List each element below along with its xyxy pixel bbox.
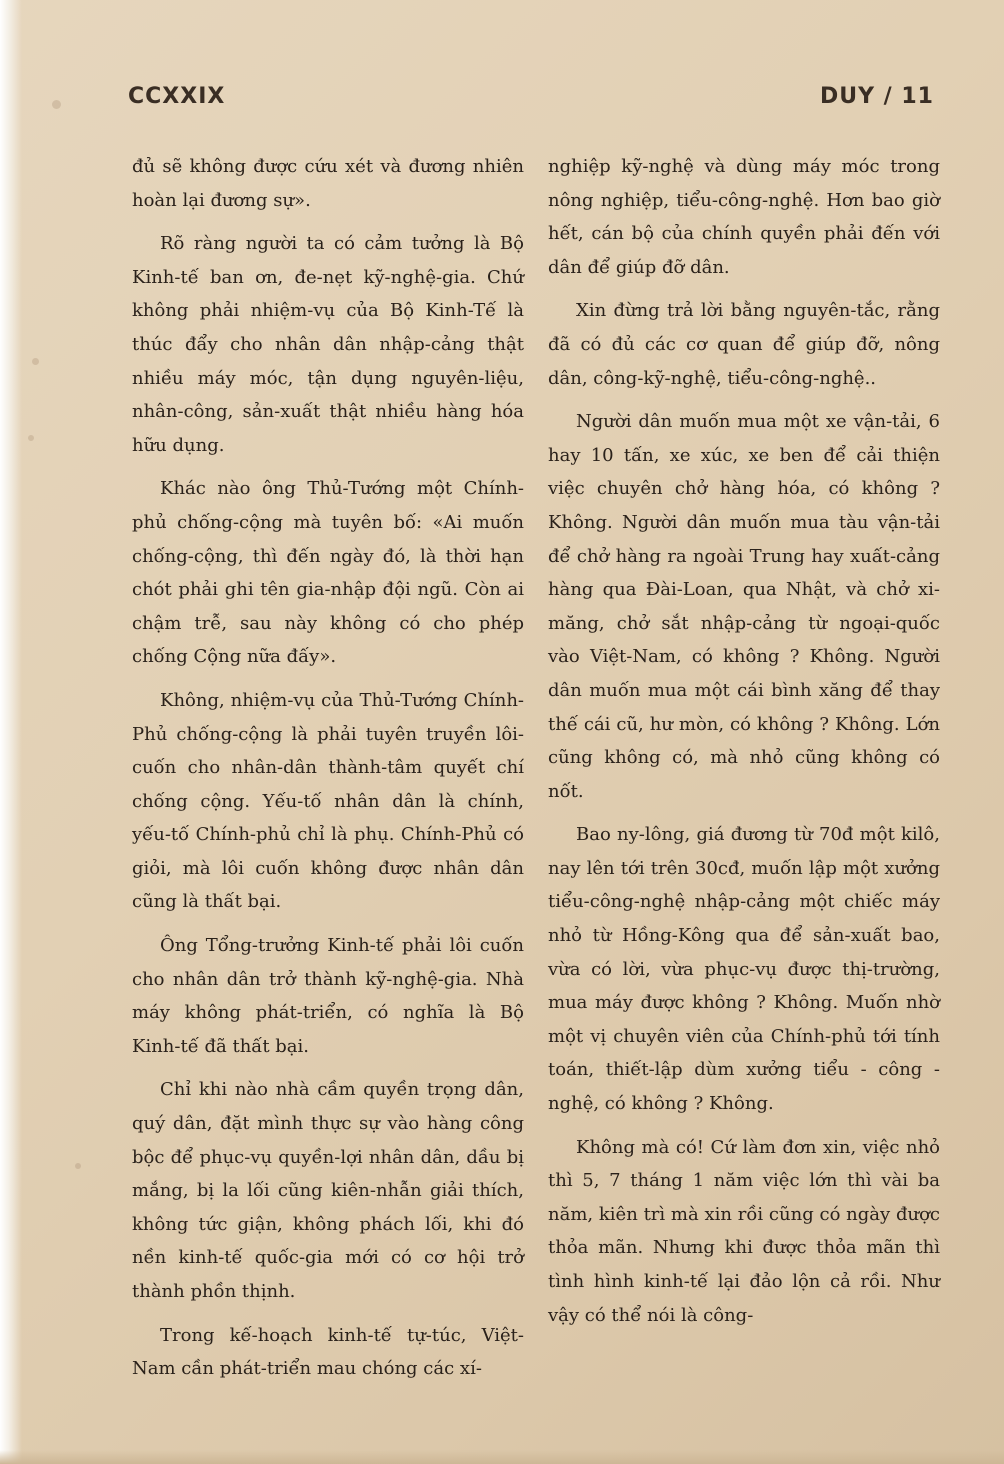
paragraph: Không mà có! Cứ làm đơn xin, việc nhỏ thì 5, 7 tháng 1 năm việc lớn thì vài ba năm, kiên trì mà xin rồi cũng có ngày được thỏa mãn. Nhưng khi được thỏa mãn thì tình hình kinh-tế lại đảo lộn cả rồi. Như vậy có thể nói là công- (548, 1136, 940, 1326)
running-header-left: CCXXIX (128, 84, 226, 109)
paragraph: nghiệp kỹ-nghệ và dùng máy móc trong nông nghiệp, tiểu-công-nghệ. Hơn bao giờ hết, cán bộ của chính quyền phải đến với dân để giúp đỡ dân. (548, 156, 940, 278)
page-edge-left (0, 0, 22, 1464)
paragraph: Không, nhiệm-vụ của Thủ-Tướng Chính-Phủ chống-cộng là phải tuyên truyền lôi-cuốn cho nhân-dân thành-tâm quyết chí chống cộng. Yếu-tố nhân dân là chính, yếu-tố Chính-phủ chỉ là phụ. Chính-Phủ có giỏi, mà lôi cuốn không được nhân dân cũng là thất bại. (132, 689, 524, 913)
paragraph: Khác nào ông Thủ-Tướng một Chính-phủ chống-cộng mà tuyên bố: «Ai muốn chống-cộng, thì đến ngày đó, là thời hạn chót phải ghi tên gia-nhập đội ngũ. Còn ai chậm trễ, sau này không có cho phép chống Cộng nữa đấy». (132, 478, 524, 668)
ink-spot (75, 1163, 81, 1169)
right-column (548, 150, 940, 1342)
paragraph: đủ sẽ không được cứu xét và đương nhiên hoàn lại đương sự». (132, 156, 524, 211)
paragraph: Xin đừng trả lời bằng nguyên-tắc, rằng đã có đủ các cơ quan để giúp đỡ, nông dân, công-kỹ-nghệ, tiểu-công-nghệ.. (548, 300, 940, 389)
page-edge-bottom (0, 1450, 1004, 1464)
paragraph: Ông Tổng-trưởng Kinh-tế phải lôi cuốn cho nhân dân trở thành kỹ-nghệ-gia. Nhà máy không phát-triển, có nghĩa là Bộ Kinh-tế đã thất bại. (132, 935, 524, 1057)
paragraph: Người dân muốn mua một xe vận-tải, 6 hay 10 tấn, xe xúc, xe ben để cải thiện việc chuyên chở hàng hóa, có không ? Không. Người dân muốn mua tàu vận-tải để chở hàng ra ngoài Trung hay xuất-cảng hàng qua Đài-Loan, qua Nhật, và chở xi-măng, chở sắt nhập-cảng từ ngoại-quốc vào Việt-Nam, có không ? Không. Người dân muốn mua một cái bình xăng để thay thế cái cũ, hư mòn, có không ? Không. Lớn cũng không có, mà nhỏ cũng không có nốt. (548, 411, 940, 802)
ink-spot (32, 358, 39, 365)
running-header-right: DUY / 11 (819, 84, 934, 109)
paragraph: Trong kế-hoạch kinh-tế tự-túc, Việt-Nam cần phát-triển mau chóng các xí- (132, 1324, 524, 1380)
paragraph: Chỉ khi nào nhà cầm quyền trọng dân, quý dân, đặt mình thực sự vào hàng công bộc để phục-vụ quyền-lợi nhân dân, dầu bị mắng, bị la lối cũng kiên-nhẫn giải thích, không tức giận, không phách lối, khi đó nền kinh-tế quốc-gia mới có cơ hội trở thành phồn thịnh. (132, 1079, 524, 1302)
paragraph: Rõ ràng người ta có cảm tưởng là Bộ Kinh-tế ban ơn, đe-nẹt kỹ-nghệ-gia. Chứ không phải nhiệm-vụ của Bộ Kinh-Tế là thúc đẩy cho nhân dân nhập-cảng thật nhiều máy móc, tận dụng nguyên-liệu, nhân-công, sản-xuất thật nhiều hàng hóa hữu dụng. (132, 233, 524, 456)
left-column (132, 150, 524, 1396)
paragraph: Bao ny-lông, giá đương từ 70đ một kilô, nay lên tới trên 30cđ, muốn lập một xưởng tiểu-công-nghệ nhập-cảng một chiếc máy nhỏ từ Hồng-Kông qua để sản-xuất bao, vừa có lời, vừa phục-vụ được thị-trường, mua máy được không ? Không. Muốn nhờ một vị chuyên viên của Chính-phủ tới tính toán, thiết-lập dùm xưởng tiểu - công - nghệ, có không ? Không. (548, 824, 940, 1115)
ink-spot (52, 100, 61, 109)
ink-spot (28, 435, 34, 441)
